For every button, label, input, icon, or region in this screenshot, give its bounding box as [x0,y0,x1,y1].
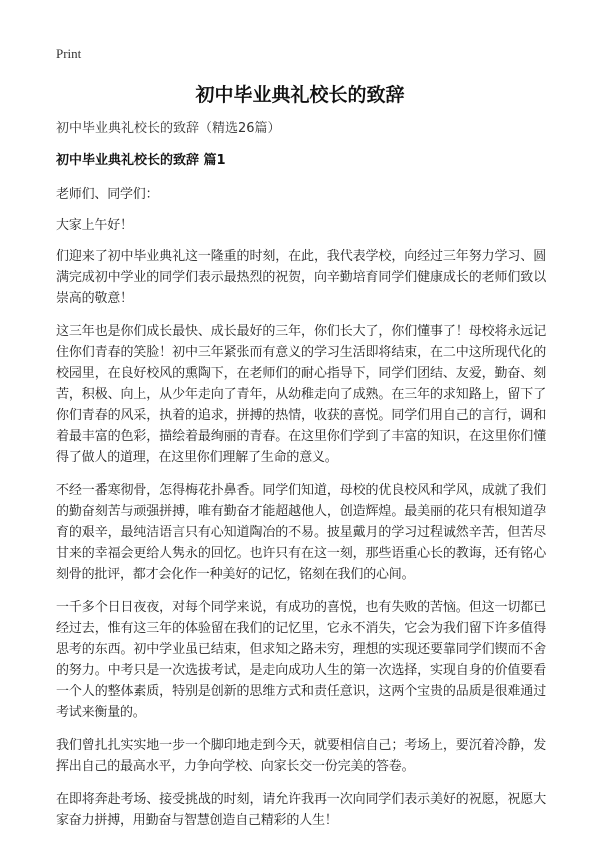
paragraph: 我们曾扎扎实实地一步一个脚印地走到今天，就要相信自己；考场上，要沉着冷静，发挥出自己的最高水平，力争向学校、向家长交一份完美的答卷。 [56,738,546,774]
section-heading: 初中毕业典礼校长的致辞 篇1 [56,153,226,168]
paragraph: 在即将奔赴考场、接受挑战的时刻，请允许我再一次向同学们表示美好的祝愿，祝愿大家奋力拼搏，用勤奋与智慧创造自己精彩的人生！ [56,792,546,828]
paragraph: 不经一番寒彻骨，怎得梅花扑鼻香。同学们知道，母校的优良校风和学风，成就了我们的勤奋刻苦与顽强拼搏，唯有勤奋才能超越他人，创造辉煌。最美丽的花只有根知道孕育的艰辛，最纯洁语言只有心知道陶冶的不易。披星戴月的学习过程诚然辛苦，但苦尽甘来的幸福会更给人隽永的回忆。也许只有在这一刻，那些语重心长的教诲，还有铭心刻骨的批评，都才会化作一种美好的记忆，铭刻在我们的心间。 [56,483,546,582]
paragraph: 们迎来了初中毕业典礼这一隆重的时刻，在此，我代表学校，向经过三年努力学习、圆满完成初中学业的同学们表示最热烈的祝贺，向辛勤培育同学们健康成长的老师们致以崇高的敬意！ [56,249,546,306]
greeting: 大家上午好！ [56,218,133,233]
article-body [56,120,546,843]
article-subtitle: 初中毕业典礼校长的致辞（精选26篇） [56,121,281,136]
salutation: 老师们、同学们： [56,187,159,202]
paragraph: 这三年也是你们成长最快、成长最好的三年，你们长大了，你们懂事了！母校将永远记住你们青春的笑脸！初中三年紧张而有意义的学习生活即将结束，在二中这所现代化的校园里，在良好校风的熏陶下，在老师们的耐心指导下，同学们团结、友爱，勤奋、刻苦，积极、向上，从少年走向了青年，从幼稚走向了成熟。在三年的求知路上，留下了你们青春的风采，执着的追求，拼搏的热情，收获的喜悦。同学们用自己的言行，调和着最丰富的色彩，描绘着最绚丽的青春。在这里你们学到了丰富的知识，在这里你们懂得了做人的道理，在这里你们理解了生命的意义。 [56,324,546,465]
print-link[interactable]: Print [56,46,82,61]
paragraph: 一千多个日日夜夜，对每个同学来说，有成功的喜悦，也有失败的苦恼。但这一切都已经过去，惟有这三年的体验留在我们的记忆里，它永不消失，它会为我们留下许多值得思考的东西。初中学业虽已结束，但求知之路未穷，理想的实现还要靠同学们锲而不舍的努力。中考只是一次选拔考试，是走向成功人生的第一次选择，实现自身的价值要看一个人的整体素质，特别是创新的思维方式和责任意识，这两个宝贵的品质是很难通过考试来衡量的。 [56,600,546,720]
page-title: 初中毕业典礼校长的致辞 [195,84,405,106]
